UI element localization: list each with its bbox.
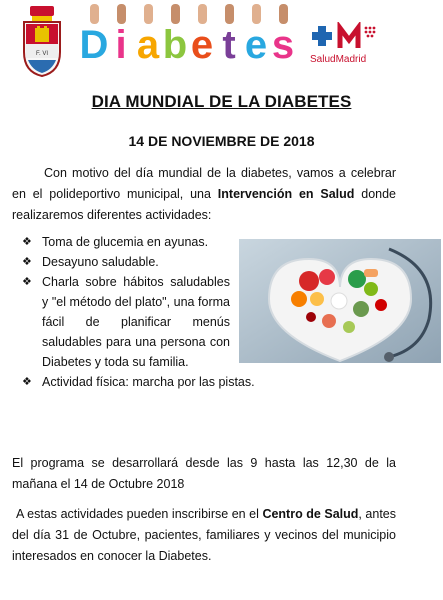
activity-text: Actividad física: marcha por las pistas.: [42, 375, 255, 389]
intro-text: Con motivo del día mundial de la diabetes, vamos a celebrar en el polideportivo municipal, una: [12, 166, 396, 201]
salud-madrid-logo: [310, 22, 386, 68]
diamond-bullet-icon: ❖: [22, 256, 32, 268]
town-crest-icon: [20, 6, 64, 78]
activity-text: Desayuno saludable.: [42, 255, 159, 269]
banner-letter: D: [79, 23, 109, 66]
page-title: DIA MUNDIAL DE LA DIABETES: [91, 92, 352, 111]
banner-letter: e: [190, 23, 214, 66]
activity-list: [22, 232, 255, 392]
banner-letter: b: [162, 23, 188, 66]
event-date: 14 DE NOVIEMBRE DE 2018: [128, 133, 315, 149]
registration-text: A estas actividades pueden inscribirse en el: [16, 507, 263, 521]
list-item: [22, 232, 232, 252]
list-item: [22, 272, 230, 372]
registration-paragraph: [12, 504, 396, 567]
banner-letter: a: [136, 23, 160, 66]
intro-bold: Intervención en Salud: [217, 187, 355, 201]
list-item: [22, 252, 232, 272]
hand-holding-letter: [117, 4, 126, 24]
diamond-bullet-icon: ❖: [22, 376, 32, 388]
banner-letter: e: [244, 23, 268, 66]
hand-holding-letter: [279, 4, 288, 24]
banner-letter: i: [115, 23, 127, 66]
hand-holding-letter: [225, 4, 234, 24]
hand-holding-letter: [252, 4, 261, 24]
healthy-food-plate-image: [239, 239, 441, 363]
diamond-bullet-icon: ❖: [22, 236, 32, 248]
intro-paragraph: [12, 163, 396, 226]
banner-letter: s: [271, 23, 295, 66]
list-item: [22, 372, 352, 392]
hand-holding-letter: [171, 4, 180, 24]
diabetes-banner: [78, 4, 298, 66]
hand-holding-letter: [90, 4, 99, 24]
crest-label: F. VI: [35, 51, 49, 57]
registration-bold: Centro de Salud: [262, 507, 359, 521]
header: [0, 0, 443, 90]
activity-text: Toma de glucemia en ayunas.: [42, 235, 209, 249]
schedule-paragraph: El programa se desarrollará desde las 9 hasta las 12,30 de la mañana el 14 de Octubre 2018: [12, 456, 396, 491]
intro-text-end: donde realizaremos diferentes actividades:: [12, 187, 396, 222]
banner-letter: t: [222, 23, 236, 66]
hand-holding-letter: [198, 4, 207, 24]
diamond-bullet-icon: ❖: [22, 276, 32, 288]
hand-holding-letter: [144, 4, 153, 24]
medical-cross-icon: [310, 22, 386, 54]
activity-text: Charla sobre hábitos saludables y "el método del plato", una forma fácil de planificar menús saludables para una persona con Diabetes y toda su familia.: [42, 275, 230, 369]
salud-madrid-brand: SaludMadrid: [310, 54, 367, 65]
registration-text-end: , antes del día 31 de Octubre, pacientes, familiares y vecinos del municipio interesados en conocer la Diabetes.: [12, 507, 397, 563]
